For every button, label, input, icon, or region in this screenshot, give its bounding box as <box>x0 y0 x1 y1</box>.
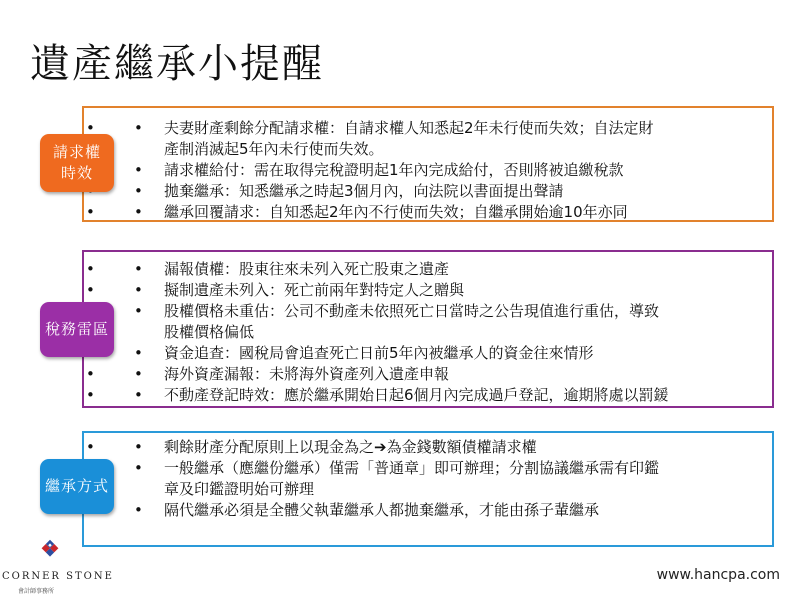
bullet-item <box>84 280 772 301</box>
bullet-item <box>84 500 772 521</box>
bullet-icon: • • <box>134 459 143 477</box>
bullet-item-text: 股權價格未重估：公司不動產未依照死亡日當時之公告現值進行重估，導致 <box>164 302 660 320</box>
badge-label-line: 時效 <box>60 164 93 182</box>
bullet-icon: • • <box>134 260 143 278</box>
bullet-icon: • • <box>134 182 143 200</box>
bullet-icon: • • <box>134 501 143 519</box>
bullet-item-text: 股權價格偏低 <box>164 323 255 341</box>
bullet-item-text: 資金追查：國稅局會追查死亡日前5年內被繼承人的資金往來情形 <box>164 344 594 362</box>
bullet-item <box>84 437 772 458</box>
bullet-icon: • • <box>134 281 143 299</box>
bullet-item <box>84 364 772 385</box>
bullet-item <box>84 160 772 181</box>
badge-inheritance-methods <box>40 459 114 514</box>
website-url: www.hancpa.com <box>656 567 780 583</box>
bullet-item <box>84 202 772 223</box>
badge-label-line: 稅務雷區 <box>44 320 109 338</box>
bullet-item <box>84 385 772 406</box>
bullet-icon: • • <box>134 302 143 320</box>
bullet-item <box>84 301 772 343</box>
bullet-icon: • • <box>134 438 143 456</box>
badge-label <box>45 319 109 340</box>
bullet-icon: • • <box>134 119 143 137</box>
bullet-item-text: 夫妻財產剩餘分配請求權：自請求權人知悉起2年未行使而失效；自法定財 <box>164 119 654 137</box>
section-claim-period <box>82 106 774 222</box>
bullet-item-text: 拋棄繼承：知悉繼承之時起3個月內，向法院以書面提出聲請 <box>164 182 564 200</box>
section-tax-pitfalls-list <box>84 252 772 406</box>
logo-name: CORNER STONE <box>2 571 114 582</box>
bullet-item <box>84 343 772 364</box>
bullet-item-text: 繼承回覆請求：自知悉起2年內不行使而失效；自繼承開始逾10年亦同 <box>164 203 628 221</box>
bullet-item-text: 漏報債權：股東往來未列入死亡股東之遺產 <box>164 260 450 278</box>
slide-title: 遺產繼承小提醒 <box>30 41 324 87</box>
bullet-icon: • • <box>134 203 143 221</box>
bullet-item-text: 隔代繼承必須是全體父執輩繼承人都拋棄繼承，才能由孫子輩繼承 <box>164 501 600 519</box>
bullet-icon: • • <box>134 386 143 404</box>
bullet-icon: • • <box>134 365 143 383</box>
bullet-item-text: 擬制遺產未列入：死亡前兩年對特定人之贈與 <box>164 281 465 299</box>
bullet-item-text: 請求權給付：需在取得完稅證明起1年內完成給付，否則將被追繳稅款 <box>164 161 624 179</box>
bullet-item <box>84 458 772 500</box>
cornerstone-logo-icon <box>0 538 100 574</box>
bullet-icon: • • <box>134 161 143 179</box>
bullet-item-text: 不動產登記時效：應於繼承開始日起6個月內完成過戶登記，逾期將處以罰鍰 <box>164 386 669 404</box>
badge-label <box>53 142 101 184</box>
badge-label-line: 請求權 <box>52 143 101 161</box>
bullet-item-text: 章及印鑑證明始可辦理 <box>164 480 315 498</box>
bullet-item-text: 產制消滅起5年內未行使而失效。 <box>164 140 384 158</box>
badge-tax-pitfalls <box>40 302 114 357</box>
badge-label-line: 繼承方式 <box>44 477 109 495</box>
bullet-item-text: 一般繼承（應繼份繼承）僅需「普通章」即可辦理；分割協議繼承需有印鑑 <box>164 459 660 477</box>
section-inheritance-methods <box>82 431 774 547</box>
bullet-icon: • • <box>134 344 143 362</box>
bullet-item <box>84 118 772 160</box>
logo-tagline: 會計師事務所 <box>18 588 55 595</box>
bullet-item <box>84 259 772 280</box>
section-inheritance-methods-list <box>84 433 772 521</box>
section-tax-pitfalls <box>82 250 774 408</box>
section-claim-period-list <box>84 108 772 223</box>
bullet-item <box>84 181 772 202</box>
badge-claim-period <box>40 134 114 192</box>
bullet-item-text: 剩餘財產分配原則上以現金為之➔為金錢數額債權請求權 <box>164 438 537 456</box>
bullet-item-text: 海外資產漏報：未將海外資產列入遺產申報 <box>164 365 450 383</box>
badge-label <box>45 476 109 497</box>
